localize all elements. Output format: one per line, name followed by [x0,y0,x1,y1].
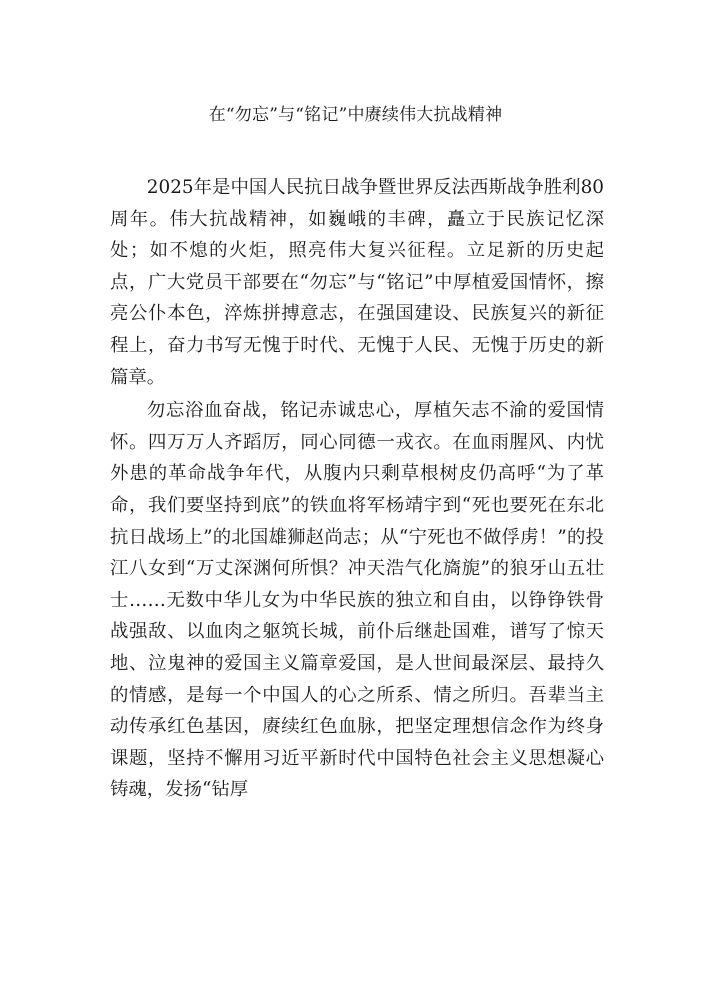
document-body [110,172,604,806]
document-title: 在“勿忘”与“铭记”中赓续伟大抗战精神 [208,105,503,125]
paragraph-patriotism: 勿忘浴血奋战，铭记赤诚忠心，厚植矢志不渝的爱国情怀。四万万人齐蹈厉，同心同德一戎衣。在血雨腥风、内忧外患的革命战争年代，从腹内只剩草根树皮仍高呼“为了革命，我们要坚持到底”的铁血将军杨靖宇到“死也要死在东北抗日战场上”的北国雄狮赵尚志；从“宁死也不做俘虏！”的投江八女到“万丈深渊何所惧？冲天浩气化旖旎”的狼牙山五壮士……无数中华儿女为中华民族的独立和自由，以铮铮铁骨战强敌、以血肉之躯筑长城，前仆后继赴国难，谱写了惊天地、泣鬼神的爱国主义篇章爱国，是人世间最深层、最持久的情感，是每一个中国人的心之所系、情之所归。吾辈当主动传承红色基因，赓续红色血脉，把坚定理想信念作为终身课题，坚持不懈用习近平新时代中国特色社会主义思想凝心铸魂，发扬“钻厚 [110,400,604,801]
paragraph-intro: 2025年是中国人民抗日战争暨世界反法西斯战争胜利80周年。伟大抗战精神，如巍峨的丰碑，矗立于民族记忆深处；如不熄的火炬，照亮伟大复兴征程。立足新的历史起点，广大党员干部要在“勿忘”与“铭记”中厚植爱国情怀，擦亮公仆本色，淬炼拼搏意志，在强国建设、民族复兴的新征程上，奋力书写无愧于时代、无愧于人民、无愧于历史的新篇章。 [110,177,604,388]
